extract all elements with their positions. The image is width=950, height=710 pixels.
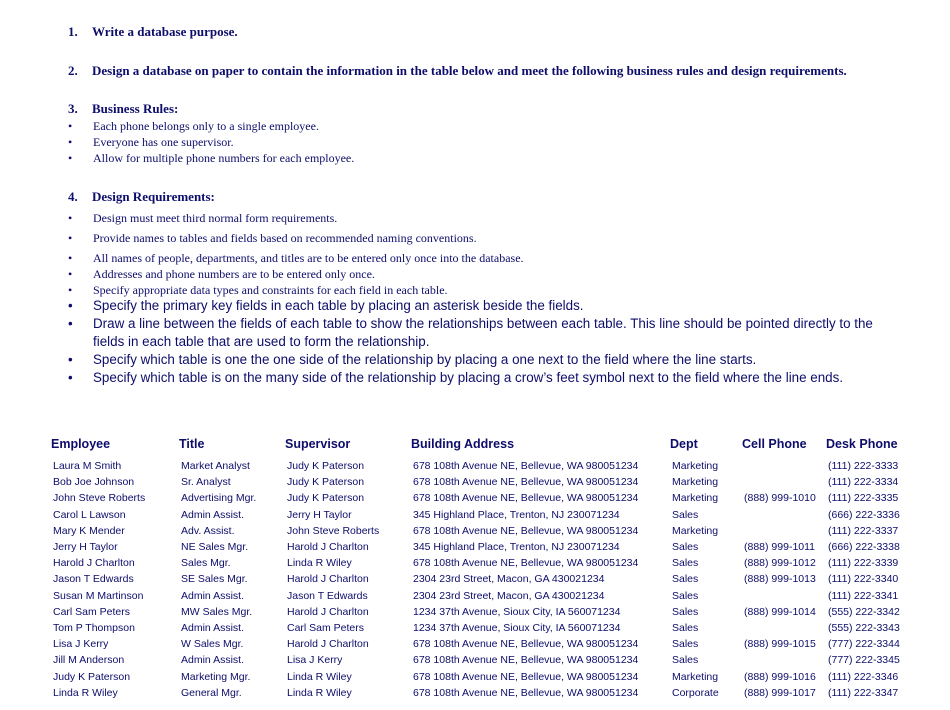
cell-title: NE Sales Mgr. [181, 541, 249, 554]
cell-desk-phone: (555) 222-3343 [828, 621, 900, 634]
cell-employee: Jerry H Taylor [53, 541, 118, 554]
cell-title: MW Sales Mgr. [181, 605, 253, 618]
cell-employee: Harold J Charlton [53, 557, 135, 570]
cell-employee: Carl Sam Peters [53, 605, 131, 618]
cell-employee: Jill M Anderson [53, 654, 125, 667]
section-2-heading [68, 63, 847, 79]
cell-title: W Sales Mgr. [181, 638, 244, 651]
cell-cell-phone [739, 474, 823, 490]
section-text: Write a database purpose. [92, 24, 238, 39]
table-row [48, 685, 909, 701]
section-3-heading [68, 101, 178, 117]
table-row [48, 523, 909, 539]
table-header-row [48, 432, 909, 458]
table-row [48, 636, 909, 652]
cell-employee: Lisa J Kerry [53, 638, 109, 651]
list-item: • Draw a line between the fields of each table to show the relationships between each table. This line should be pointed directly to the fields in each table that are used to form the relationship. [68, 315, 898, 351]
cell-building-address: 2304 23rd Street, Macon, GA 430021234 [413, 573, 605, 586]
header-building-address: Building Address [411, 437, 515, 451]
cell-dept: Corporate [672, 686, 719, 699]
cell-dept: Sales [672, 638, 699, 651]
cell-employee: Jason T Edwards [53, 573, 134, 586]
table-row [48, 539, 909, 555]
employee-table [48, 432, 909, 701]
cell-supervisor: Harold J Charlton [287, 541, 369, 554]
section-number: 1. [68, 24, 78, 39]
cell-desk-phone: (111) 222-3341 [828, 589, 899, 602]
cell-supervisor: John Steve Roberts [287, 524, 380, 537]
cell-building-address: 2304 23rd Street, Macon, GA 430021234 [413, 589, 605, 602]
cell-desk-phone: (111) 222-3340 [828, 573, 899, 586]
section-1-heading [68, 24, 238, 40]
cell-building-address: 678 108th Avenue NE, Bellevue, WA 980051234 [413, 476, 639, 489]
cell-building-address: 678 108th Avenue NE, Bellevue, WA 980051234 [413, 492, 639, 505]
cell-cell-phone: (888) 999-1014 [744, 605, 816, 618]
cell-building-address: 678 108th Avenue NE, Bellevue, WA 980051234 [413, 557, 639, 570]
cell-dept: Marketing [672, 670, 719, 683]
cell-employee: Bob Joe Johnson [53, 476, 135, 489]
header-employee: Employee [51, 437, 111, 451]
table-row [48, 555, 909, 571]
section-number: 2. [68, 63, 78, 78]
cell-employee: Judy K Paterson [53, 670, 131, 683]
header-supervisor: Supervisor [285, 437, 351, 451]
cell-desk-phone: (555) 222-3342 [828, 605, 900, 618]
cell-employee: Tom P Thompson [53, 621, 135, 634]
cell-desk-phone: (111) 222-3333 [828, 460, 899, 473]
cell-desk-phone: (777) 222-3345 [828, 654, 900, 667]
cell-cell-phone: (888) 999-1013 [744, 573, 816, 586]
cell-cell-phone: (888) 999-1011 [744, 541, 816, 554]
cell-supervisor: Linda R Wiley [287, 670, 352, 683]
header-cell-phone: Cell Phone [742, 437, 807, 451]
cell-supervisor: Lisa J Kerry [287, 654, 343, 667]
cell-dept: Sales [672, 508, 699, 521]
list-item: • Specify the primary key fields in each table by placing an asterisk beside the fields. [68, 297, 898, 315]
cell-supervisor: Judy K Paterson [287, 492, 365, 505]
cell-building-address: 678 108th Avenue NE, Bellevue, WA 980051234 [413, 524, 639, 537]
cell-supervisor: Judy K Paterson [287, 476, 365, 489]
cell-title: Market Analyst [181, 460, 250, 473]
cell-cell-phone: (888) 999-1017 [744, 686, 816, 699]
cell-cell-phone: (888) 999-1010 [744, 492, 816, 505]
cell-desk-phone: (111) 222-3334 [828, 476, 899, 489]
cell-dept: Marketing [672, 492, 719, 505]
cell-dept: Sales [672, 621, 699, 634]
cell-title: Marketing Mgr. [181, 670, 251, 683]
list-item: • Each phone belongs only to a single employee. [68, 118, 354, 134]
list-item: • Addresses and phone numbers are to be entered only once. [68, 266, 524, 282]
cell-employee: Laura M Smith [53, 460, 122, 473]
cell-cell-phone [739, 588, 823, 604]
cell-building-address: 345 Highland Place, Trenton, NJ 230071234 [413, 508, 620, 521]
header-dept: Dept [670, 437, 698, 451]
cell-cell-phone [739, 507, 823, 523]
list-item: • Everyone has one supervisor. [68, 134, 354, 150]
cell-cell-phone [739, 652, 823, 668]
cell-cell-phone [739, 620, 823, 636]
cell-supervisor: Linda R Wiley [287, 686, 352, 699]
cell-supervisor: Harold J Charlton [287, 573, 369, 586]
section-number: 4. [68, 189, 78, 204]
cell-desk-phone: (111) 222-3337 [828, 524, 899, 537]
cell-supervisor: Linda R Wiley [287, 557, 352, 570]
section-number: 3. [68, 101, 78, 116]
list-item: • Provide names to tables and fields based on recommended naming conventions. [68, 228, 524, 248]
cell-building-address: 678 108th Avenue NE, Bellevue, WA 980051234 [413, 686, 639, 699]
cell-supervisor: Harold J Charlton [287, 605, 369, 618]
cell-title: Admin Assist. [181, 621, 245, 634]
list-item: • Specify which table is on the many side of the relationship by placing a crow’s feet symbol next to the field where the line ends. [68, 369, 898, 387]
cell-supervisor: Jerry H Taylor [287, 508, 352, 521]
design-requirements-list [68, 208, 524, 298]
cell-dept: Marketing [672, 476, 719, 489]
cell-desk-phone: (111) 222-3347 [828, 686, 899, 699]
cell-title: Admin Assist. [181, 508, 245, 521]
cell-title: SE Sales Mgr. [181, 573, 248, 586]
header-desk-phone: Desk Phone [826, 437, 898, 451]
table-row [48, 474, 909, 490]
cell-desk-phone: (777) 222-3344 [828, 638, 900, 651]
table-row [48, 652, 909, 668]
cell-cell-phone: (888) 999-1016 [744, 670, 816, 683]
table-row [48, 458, 909, 474]
table-row [48, 668, 909, 684]
section-4-heading [68, 189, 215, 205]
list-item: • All names of people, departments, and titles are to be entered only once into the database. [68, 250, 524, 266]
cell-dept: Sales [672, 654, 699, 667]
cell-supervisor: Judy K Paterson [287, 460, 365, 473]
table-body [48, 458, 909, 701]
cell-desk-phone: (666) 222-3338 [828, 541, 900, 554]
cell-employee: Mary K Mender [53, 524, 125, 537]
section-text: Design a database on paper to contain the information in the table below and meet the following business rules and design requirements. [92, 63, 847, 78]
cell-title: Advertising Mgr. [181, 492, 257, 505]
cell-title: General Mgr. [181, 686, 242, 699]
cell-cell-phone [739, 523, 823, 539]
cell-supervisor: Jason T Edwards [287, 589, 368, 602]
table-row [48, 620, 909, 636]
list-item: • Design must meet third normal form requirements. [68, 208, 524, 228]
cell-building-address: 678 108th Avenue NE, Bellevue, WA 980051234 [413, 670, 639, 683]
business-rules-list [68, 118, 354, 166]
cell-cell-phone: (888) 999-1012 [744, 557, 816, 570]
cell-building-address: 1234 37th Avenue, Sioux City, IA 560071234 [413, 621, 621, 634]
cell-cell-phone: (888) 999-1015 [744, 638, 816, 651]
cell-building-address: 345 Highland Place, Trenton, NJ 230071234 [413, 541, 620, 554]
header-title: Title [179, 437, 205, 451]
list-item: • Allow for multiple phone numbers for each employee. [68, 150, 354, 166]
table-row [48, 490, 909, 506]
cell-supervisor: Harold J Charlton [287, 638, 369, 651]
cell-title: Adv. Assist. [181, 524, 235, 537]
cell-desk-phone: (111) 222-3346 [828, 670, 899, 683]
cell-building-address: 1234 37th Avenue, Sioux City, IA 560071234 [413, 605, 621, 618]
cell-building-address: 678 108th Avenue NE, Bellevue, WA 980051234 [413, 460, 639, 473]
cell-employee: Carol L Lawson [53, 508, 126, 521]
cell-desk-phone: (666) 222-3336 [828, 508, 900, 521]
cell-employee: John Steve Roberts [53, 492, 146, 505]
cell-employee: Linda R Wiley [53, 686, 118, 699]
cell-desk-phone: (111) 222-3335 [828, 492, 899, 505]
cell-employee: Susan M Martinson [53, 589, 144, 602]
cell-dept: Sales [672, 541, 699, 554]
cell-title: Admin Assist. [181, 654, 245, 667]
cell-dept: Marketing [672, 524, 719, 537]
cell-cell-phone [739, 458, 823, 474]
cell-dept: Sales [672, 589, 699, 602]
cell-supervisor: Carl Sam Peters [287, 621, 365, 634]
cell-building-address: 678 108th Avenue NE, Bellevue, WA 980051234 [413, 638, 639, 651]
design-requirements-list-continued [68, 297, 898, 387]
cell-desk-phone: (111) 222-3339 [828, 557, 899, 570]
cell-dept: Sales [672, 573, 699, 586]
table-row [48, 507, 909, 523]
cell-title: Sr. Analyst [181, 476, 231, 489]
list-item: • Specify which table is one the one side of the relationship by placing a one next to the field where the line starts. [68, 351, 898, 369]
table-row [48, 571, 909, 587]
table-row [48, 604, 909, 620]
cell-title: Admin Assist. [181, 589, 245, 602]
section-text: Design Requirements: [92, 189, 215, 204]
cell-dept: Sales [672, 557, 699, 570]
cell-dept: Marketing [672, 460, 719, 473]
section-text: Business Rules: [92, 101, 179, 116]
cell-dept: Sales [672, 605, 699, 618]
table-row [48, 588, 909, 604]
cell-building-address: 678 108th Avenue NE, Bellevue, WA 980051234 [413, 654, 639, 667]
cell-title: Sales Mgr. [181, 557, 231, 570]
list-item: • Specify appropriate data types and constraints for each field in each table. [68, 282, 524, 298]
